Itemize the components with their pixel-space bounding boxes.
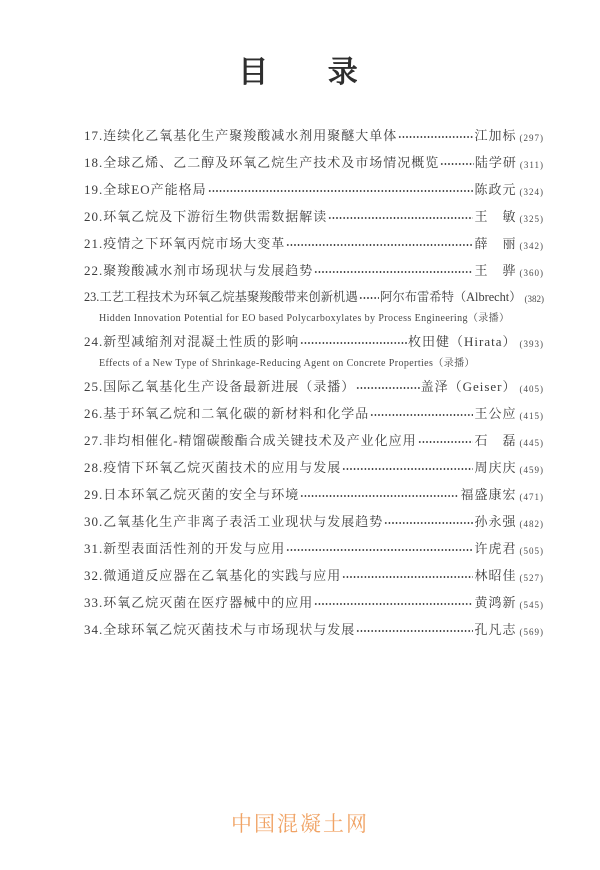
- entry-title: 微通道反应器在乙氧基化的实践与应用: [103, 568, 342, 583]
- entry-title: 环氧乙烷灭菌在医疗器械中的应用: [103, 595, 314, 610]
- dot-leader: [328, 212, 473, 224]
- entry-number: 32.: [84, 568, 104, 583]
- entry-title: 非均相催化-精馏碳酸酯合成关键技术及产业化应用: [103, 433, 417, 448]
- entry-page-number: (324): [519, 187, 544, 197]
- entry-title: 乙氧基化生产非离子表活工业现状与发展趋势: [103, 514, 384, 529]
- toc-entry: [84, 622, 544, 639]
- entry-title: 疫情之下环氧丙烷市场大变革: [103, 236, 286, 251]
- entry-page-number: (482): [519, 519, 544, 529]
- watermark-text: 中国混凝土网: [231, 813, 369, 836]
- entry-number: 23.: [84, 290, 100, 304]
- entry-author: 陆学研: [474, 155, 517, 170]
- toc-entry: [84, 236, 544, 253]
- entry-title: 新型表面活性剂的开发与应用: [103, 541, 286, 556]
- entry-title: 日本环氧乙烷灭菌的安全与环境: [103, 487, 300, 502]
- entry-page-number: (342): [519, 241, 544, 251]
- entry-title: 聚羧酸减水剂市场现状与发展趋势: [103, 263, 314, 278]
- dot-leader: [440, 158, 474, 170]
- entry-title: 工艺工程技术为环氧乙烷基聚羧酸带来创新机遇: [99, 290, 358, 304]
- entry-number: 26.: [84, 406, 104, 421]
- entry-title: 连续化乙氧基化生产聚羧酸减水剂用聚醚大单体: [103, 128, 398, 143]
- toc-entry: [84, 460, 544, 477]
- entry-author: 枚田健（Hirata）: [408, 334, 517, 349]
- dot-leader: [286, 239, 473, 251]
- entry-title: 基于环氧乙烷和二氧化碳的新材料和化学品: [103, 406, 370, 421]
- toc-entry: [84, 487, 544, 504]
- toc-entry: [84, 379, 544, 396]
- entry-page-number: (325): [519, 214, 544, 224]
- entry-title: 全球EO产能格局: [103, 182, 207, 197]
- dot-leader: [342, 463, 473, 475]
- entry-page-number: (393): [519, 339, 544, 349]
- dot-leader: [356, 382, 419, 394]
- entry-page-number: (360): [519, 268, 544, 278]
- entry-title: 国际乙氧基化生产设备最新进展（录播）: [103, 379, 356, 394]
- dot-leader: [370, 409, 473, 421]
- toc-entry: [84, 182, 544, 199]
- entry-author: 王 敏: [474, 209, 517, 224]
- entry-title: 疫情下环氧乙烷灭菌技术的应用与发展: [103, 460, 342, 475]
- entry-author: 王公应: [474, 406, 517, 421]
- toc-list: [84, 128, 544, 639]
- entry-number: 19.: [84, 182, 104, 197]
- entry-number: 33.: [84, 595, 104, 610]
- entry-page-number: (415): [519, 411, 544, 421]
- toc-entry: [84, 541, 544, 558]
- entry-page-number: (459): [519, 465, 544, 475]
- toc-entry: [84, 263, 544, 280]
- toc-entry: [84, 209, 544, 226]
- dot-leader: [314, 266, 473, 278]
- entry-page-number: (471): [519, 492, 544, 502]
- entry-title: 全球乙烯、乙二醇及环氧乙烷生产技术及市场情况概览: [103, 155, 440, 170]
- entry-author: 石 磊: [474, 433, 517, 448]
- entry-page-number: (382): [524, 294, 544, 304]
- dot-leader: [418, 436, 474, 448]
- entry-author: 林昭佳: [474, 568, 517, 583]
- toc-entry: [84, 595, 544, 612]
- entry-page-number: (545): [519, 600, 544, 610]
- entry-author: 许虎君: [474, 541, 517, 556]
- toc-entry: [84, 406, 544, 423]
- entry-page-number: (445): [519, 438, 544, 448]
- entry-author: 江加标: [474, 128, 517, 143]
- entry-author: 阿尔布雷希特（Albrecht）: [380, 290, 522, 304]
- dot-leader: [356, 625, 473, 637]
- entry-title: 全球环氧乙烷灭菌技术与市场现状与发展: [103, 622, 356, 637]
- toc-entry: [84, 334, 544, 351]
- entry-number: 21.: [84, 236, 104, 251]
- entry-title: 新型减缩剂对混凝土性质的影响: [103, 334, 300, 349]
- dot-leader: [342, 571, 473, 583]
- dot-leader: [359, 292, 379, 304]
- entry-author: 周庆庆: [474, 460, 517, 475]
- entry-author: 孔凡志: [474, 622, 517, 637]
- entry-page-number: (505): [519, 546, 544, 556]
- entry-number: 29.: [84, 487, 104, 502]
- dot-leader: [314, 598, 473, 610]
- entry-author: 福盛康宏: [460, 487, 517, 502]
- toc-entry: [84, 290, 544, 306]
- entry-page-number: (569): [519, 627, 544, 637]
- entry-author: 黄鸿新: [474, 595, 517, 610]
- entry-number: 27.: [84, 433, 104, 448]
- dot-leader: [300, 337, 407, 349]
- toc-entry: [84, 433, 544, 450]
- entry-number: 24.: [84, 334, 104, 349]
- entry-number: 22.: [84, 263, 104, 278]
- entry-number: 20.: [84, 209, 104, 224]
- entry-page-number: (527): [519, 573, 544, 583]
- toc-entry: [84, 568, 544, 585]
- dot-leader: [384, 517, 473, 529]
- entry-author: 陈政元: [474, 182, 517, 197]
- toc-entry: [84, 155, 544, 172]
- entry-author: 王 骅: [474, 263, 517, 278]
- entry-number: 25.: [84, 379, 104, 394]
- entry-subtitle-en: Hidden Innovation Potential for EO based Polycarboxylates by Process Engineering（录播）: [99, 313, 510, 324]
- entry-author: 薛 丽: [474, 236, 517, 251]
- entry-page-number: (405): [519, 384, 544, 394]
- toc-entry: [84, 128, 544, 145]
- entry-number: 34.: [84, 622, 104, 637]
- entry-number: 28.: [84, 460, 104, 475]
- dot-leader: [286, 544, 473, 556]
- entry-author: 孙永强: [474, 514, 517, 529]
- dot-leader: [398, 131, 473, 143]
- page-title: 目 录: [238, 56, 362, 89]
- entry-number: 18.: [84, 155, 104, 170]
- entry-title: 环氧乙烷及下游衍生物供需数据解读: [103, 209, 328, 224]
- entry-subtitle-en: Effects of a New Type of Shrinkage-Reducing Agent on Concrete Properties（录播）: [99, 358, 475, 369]
- entry-number: 30.: [84, 514, 104, 529]
- entry-number: 31.: [84, 541, 104, 556]
- toc-entry: [84, 514, 544, 531]
- entry-number: 17.: [84, 128, 104, 143]
- entry-page-number: (297): [519, 133, 544, 143]
- dot-leader: [208, 185, 474, 197]
- entry-page-number: (311): [519, 160, 544, 170]
- dot-leader: [300, 490, 459, 502]
- entry-author: 盖泽（Geiser）: [420, 379, 517, 394]
